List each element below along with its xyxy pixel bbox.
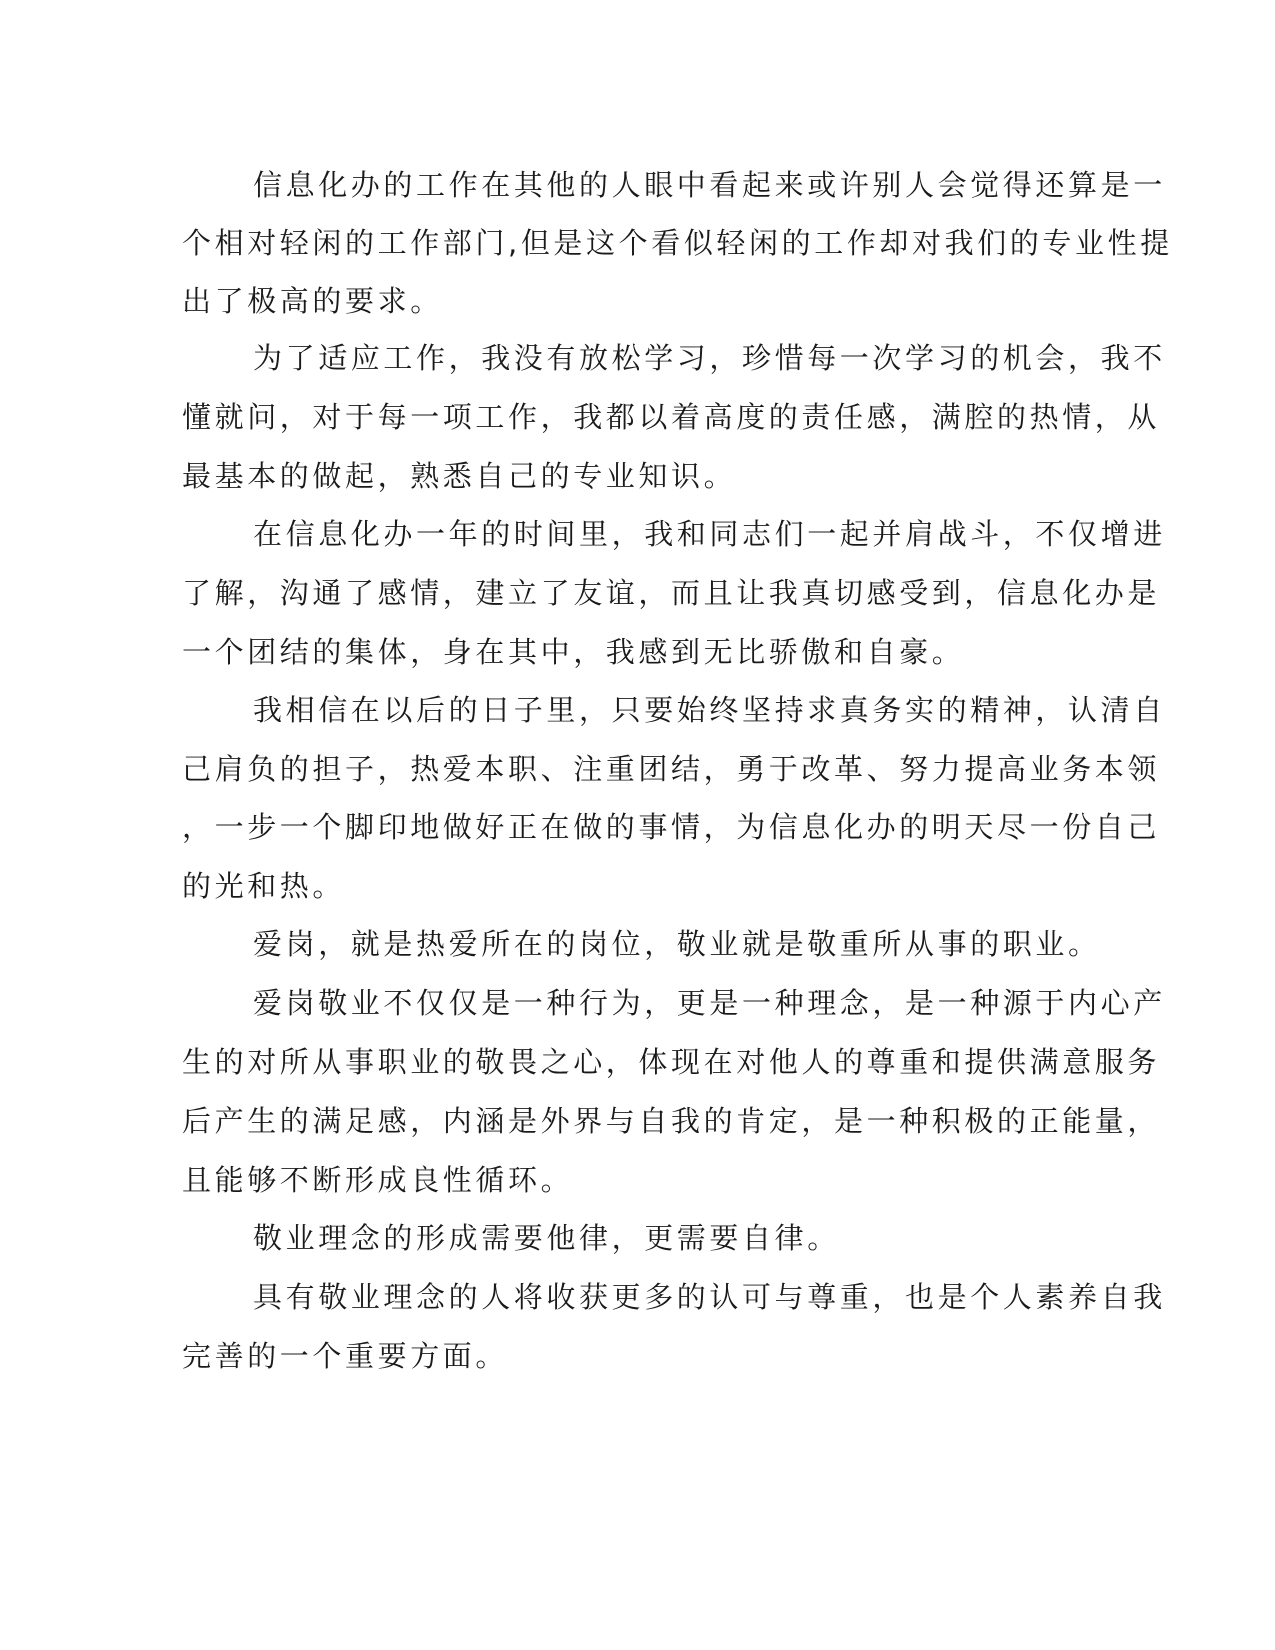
text-line: 在信息化办一年的时间里，我和同志们一起并肩战斗，不仅增进 (253, 517, 1166, 551)
text-line: 完善的一个重要方面。 (182, 1339, 509, 1373)
text-line: 后产生的满足感，内涵是外界与自我的肯定，是一种积极的正能量， (182, 1104, 1161, 1138)
text-line: 生的对所从事职业的敬畏之心，体现在对他人的尊重和提供满意服务 (182, 1045, 1161, 1079)
text-line: 我相信在以后的日子里，只要始终坚持求真务实的精神，认清自 (253, 693, 1166, 727)
text-line: 爱岗敬业不仅仅是一种行为，更是一种理念，是一种源于内心产 (253, 986, 1166, 1020)
text-line: 且能够不断形成良性循环。 (182, 1163, 574, 1197)
text-line: 为了适应工作，我没有放松学习，珍惜每一次学习的机会，我不 (253, 341, 1166, 375)
text-line: 出了极高的要求。 (182, 284, 443, 318)
text-line: 最基本的做起，熟悉自己的专业知识。 (182, 459, 737, 493)
text-line: 己肩负的担子，热爱本职、注重团结，勇于改革、努力提高业务本领 (182, 752, 1161, 786)
text-line: ，一步一个脚印地做好正在做的事情，为信息化办的明天尽一份自己 (182, 810, 1161, 844)
text-line: 懂就问，对于每一项工作，我都以着高度的责任感，满腔的热情，从 (182, 400, 1161, 434)
text-line: 个相对轻闲的工作部门,但是这个看似轻闲的工作却对我们的专业性提 (182, 226, 1173, 260)
text-line: 爱岗，就是热爱所在的岗位，敬业就是敬重所从事的职业。 (253, 927, 1101, 961)
text-line: 具有敬业理念的人将收获更多的认可与尊重，也是个人素养自我 (253, 1280, 1166, 1314)
text-line: 的光和热。 (182, 869, 346, 903)
text-line: 敬业理念的形成需要他律，更需要自律。 (253, 1221, 840, 1255)
text-line: 一个团结的集体，身在其中，我感到无比骄傲和自豪。 (182, 635, 965, 669)
text-line: 了解，沟通了感情，建立了友谊，而且让我真切感受到，信息化办是 (182, 576, 1161, 610)
text-line: 信息化办的工作在其他的人眼中看起来或许别人会觉得还算是一 (253, 168, 1166, 202)
